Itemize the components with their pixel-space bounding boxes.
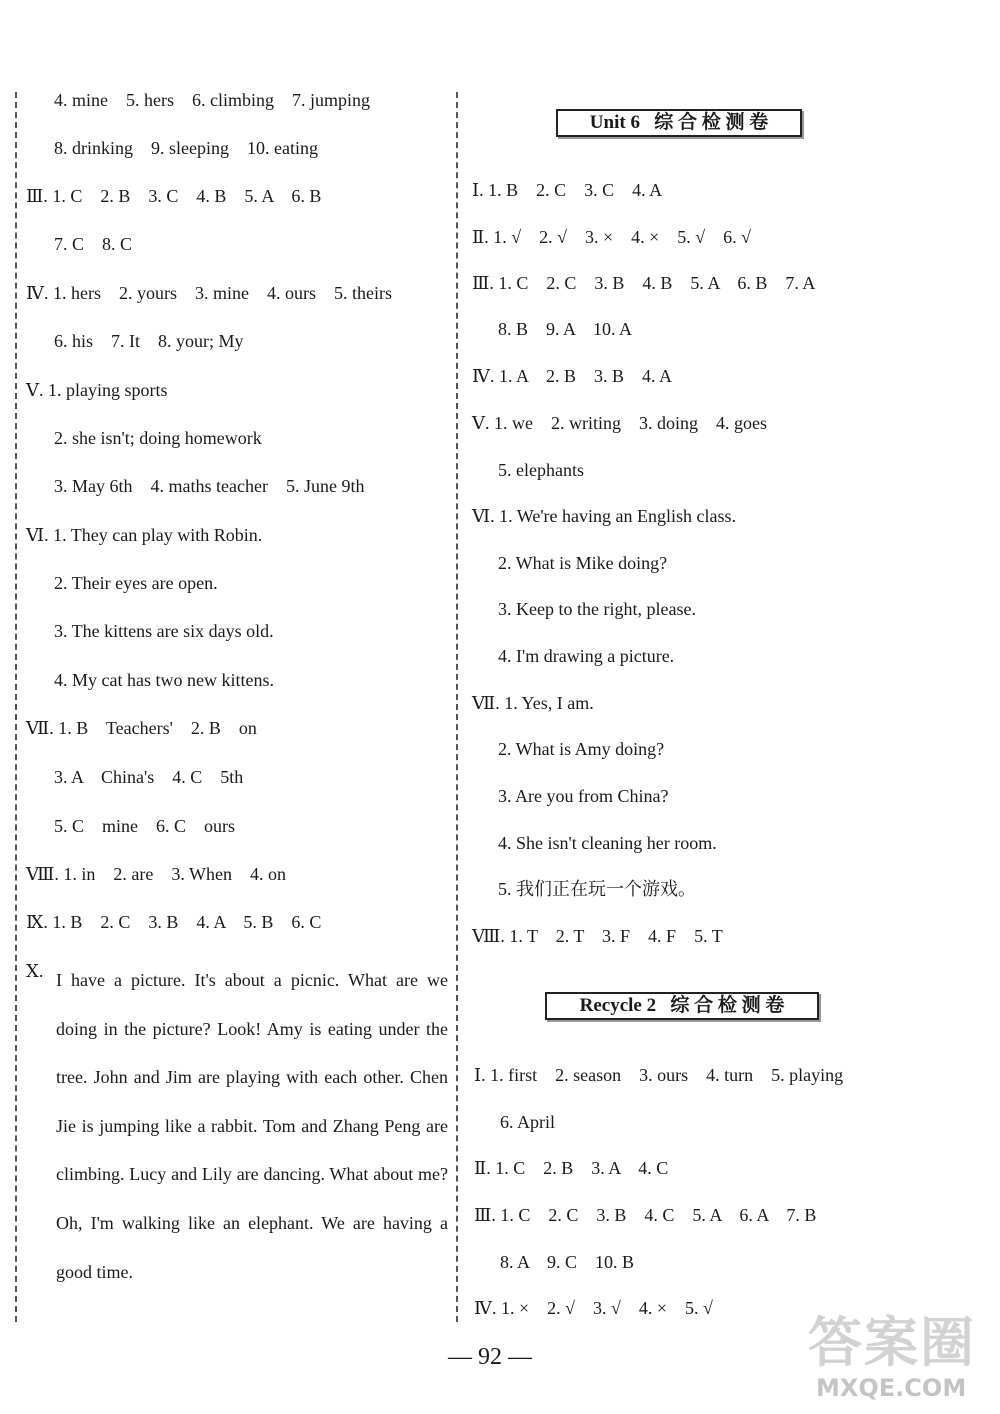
left-margin-dashed-rule	[15, 92, 17, 1322]
page-number: — 92 —	[448, 1344, 532, 1370]
answer-line: 4. mine 5. hers 6. climbing 7. jumping	[54, 90, 370, 110]
section-x-paragraph: I have a picture. It's about a picnic. What are we doing in the picture? Look! Amy is eating under the tree. John and Jim are playing with each other. Chen Jie is jumping like a rabbit. Tom and Zhang Peng are climbing. Lucy and Lily are dancing. What about me? Oh, I'm walking like an elephant. We are having a good time.	[56, 970, 448, 1282]
answer-line: 3. Are you from China?	[498, 786, 669, 806]
recycle2-section-header: Recycle 2 综 合 检 测 卷	[545, 992, 819, 1020]
answer-line: 8. A 9. C 10. B	[500, 1252, 635, 1272]
answer-line: 7. C 8. C	[54, 234, 133, 254]
answer-line: 4. My cat has two new kittens.	[54, 670, 274, 690]
answer-line: Ⅲ. 1. C 2. C 3. B 4. B 5. A 6. B 7. A	[472, 273, 816, 293]
answer-line: 3. A China's 4. C 5th	[54, 767, 244, 787]
answer-line: Ⅵ. 1. They can play with Robin.	[26, 525, 263, 545]
answer-line: Ⅴ. 1. we 2. writing 3. doing 4. goes	[472, 413, 767, 433]
section-x-label: Ⅹ.	[26, 961, 44, 981]
answer-line: Ⅲ. 1. C 2. C 3. B 4. C 5. A 6. A 7. B	[474, 1205, 817, 1225]
answer-line: Ⅷ. 1. in 2. are 3. When 4. on	[26, 864, 286, 884]
answer-line: Ⅷ. 1. T 2. T 3. F 4. F 5. T	[472, 926, 723, 946]
answer-line: 2. What is Amy doing?	[498, 739, 665, 759]
answer-line: Ⅱ. 1. √ 2. √ 3. × 4. × 5. √ 6. √	[472, 227, 752, 247]
answer-line: 3. Keep to the right, please.	[498, 599, 696, 619]
column-divider-dashed-rule	[456, 92, 458, 1322]
answer-line: Ⅴ. 1. playing sports	[26, 380, 168, 400]
answer-line: 8. B 9. A 10. A	[498, 319, 633, 339]
watermark-logo-text: 答案圈	[808, 1311, 976, 1374]
answer-line: 4. She isn't cleaning her room.	[498, 833, 717, 853]
answer-line: 2. she isn't; doing homework	[54, 428, 262, 448]
answer-line: Ⅶ. 1. B Teachers' 2. B on	[26, 718, 257, 738]
answer-line: 5. 我们正在玩一个游戏。	[498, 879, 696, 899]
answer-line: Ⅲ. 1. C 2. B 3. C 4. B 5. A 6. B	[26, 186, 322, 206]
watermark-url-text: MXQE.COM	[816, 1374, 967, 1402]
answer-line: 2. What is Mike doing?	[498, 553, 668, 573]
answer-line: Ⅵ. 1. We're having an English class.	[472, 506, 737, 526]
site-watermark	[808, 1290, 998, 1410]
answer-line: 2. Their eyes are open.	[54, 573, 218, 593]
answer-line: 5. C mine 6. C ours	[54, 816, 236, 836]
answer-line: 3. The kittens are six days old.	[54, 621, 274, 641]
answer-line: Ⅰ. 1. B 2. C 3. C 4. A	[472, 180, 663, 200]
answer-line: Ⅰ. 1. first 2. season 3. ours 4. turn 5. playing	[474, 1065, 844, 1085]
answer-line: 8. drinking 9. sleeping 10. eating	[54, 138, 318, 158]
answer-line: Ⅳ. 1. hers 2. yours 3. mine 4. ours 5. theirs	[26, 283, 392, 303]
answer-line: 3. May 6th 4. maths teacher 5. June 9th	[54, 476, 365, 496]
answer-line: Ⅸ. 1. B 2. C 3. B 4. A 5. B 6. C	[26, 912, 322, 932]
answer-line: 6. his 7. It 8. your; My	[54, 331, 244, 351]
answer-line: 5. elephants	[498, 460, 584, 480]
unit6-section-header: Unit 6 综 合 检 测 卷	[556, 109, 802, 137]
answer-line: 6. April	[500, 1112, 556, 1132]
answer-line: Ⅳ. 1. × 2. √ 3. √ 4. × 5. √	[474, 1298, 713, 1318]
answer-line: Ⅱ. 1. C 2. B 3. A 4. C	[474, 1158, 669, 1178]
answer-line: Ⅳ. 1. A 2. B 3. B 4. A	[472, 366, 673, 386]
answer-line: Ⅶ. 1. Yes, I am.	[472, 693, 594, 713]
answer-line: 4. I'm drawing a picture.	[498, 646, 675, 666]
